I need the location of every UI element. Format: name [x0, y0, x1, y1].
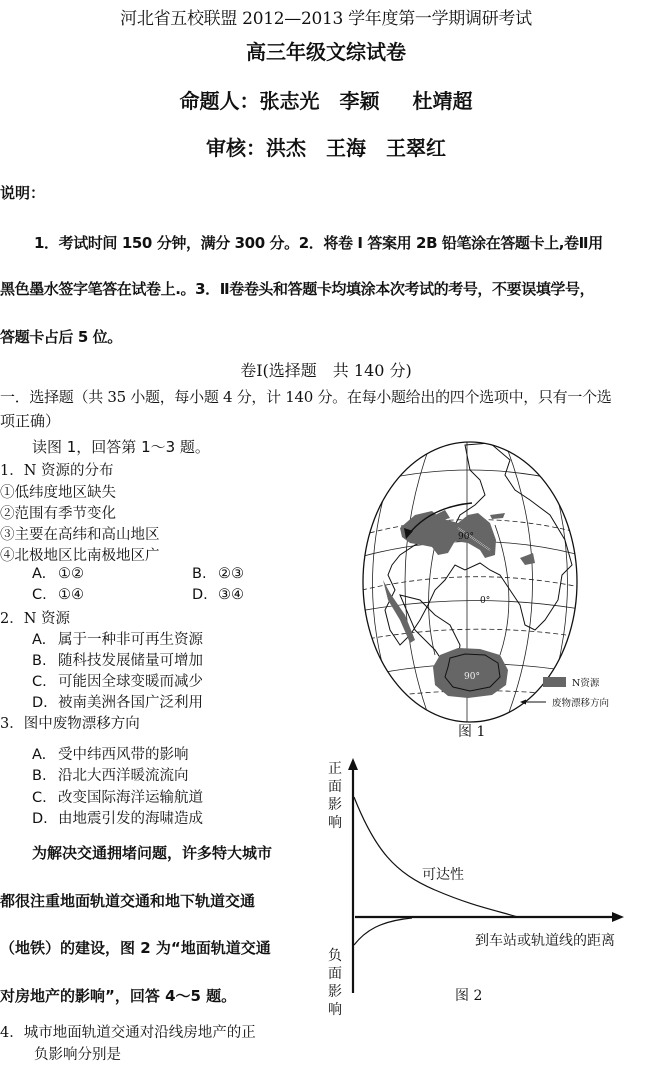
option-label: C. — [32, 587, 47, 603]
option-text: ②③ — [218, 566, 244, 582]
exam-title: 高三年级文综试卷 — [246, 40, 406, 64]
svg-text:面: 面 — [328, 779, 342, 795]
option-b — [32, 649, 203, 670]
svg-text:响: 响 — [328, 815, 342, 831]
school-exam-line: 河北省五校联盟 2012—2013 学年度第一学期调研考试 — [120, 9, 532, 29]
option-c — [32, 670, 203, 691]
read-figure-prompt: 读图 1，回答第 1～3 题。 — [32, 438, 210, 456]
option-d — [32, 807, 203, 828]
note-line: 黑色墨水签字笔答在试卷上.。3．Ⅱ卷卷头和答题卡均填涂本次考试的考号，不要误填学号， — [0, 280, 595, 298]
x-axis-label: 到车站或轨道线的距离 — [475, 933, 615, 949]
question-statement: ①低纬度地区缺失 — [0, 485, 116, 501]
option-label: B. — [192, 566, 207, 582]
question-stem: 2．N 资源 — [0, 611, 71, 627]
legend-n-resource: N资源 — [572, 678, 600, 689]
question-stem: 4．城市地面轨道交通对沿线房地产的正 — [0, 1025, 256, 1041]
authors-line: 命题人：张志光 李颖 杜靖超 — [179, 89, 473, 113]
curve-label: 可达性 — [422, 867, 464, 883]
option-text: 改变国际海洋运输航道 — [58, 790, 203, 806]
y-axis-top-label — [328, 761, 342, 831]
svg-text:负: 负 — [328, 948, 342, 964]
option-a — [32, 743, 189, 764]
svg-text:面: 面 — [328, 966, 342, 982]
y-axis-bottom-label — [328, 947, 342, 1018]
option-text: 由地震引发的海啸造成 — [58, 811, 203, 827]
svg-text:响: 响 — [328, 1002, 342, 1018]
option-a — [32, 628, 203, 649]
question-stem: 3．图中废物漂移方向 — [0, 716, 140, 732]
option-b — [32, 764, 189, 785]
option-text: ①② — [58, 566, 84, 582]
option-label: C. — [32, 790, 47, 806]
option-text: 受中纬西风带的影响 — [58, 747, 189, 763]
option-d — [192, 587, 244, 603]
option-text: 可能因全球变暖而减少 — [58, 674, 203, 690]
legend-drift-direction: 废物漂移方向 — [552, 698, 610, 709]
option-label: D. — [32, 811, 48, 827]
passage-line: 都很注重地面轨道交通和地下轨道交通 — [0, 892, 256, 910]
option-label: A. — [32, 632, 47, 648]
notes-label: 说明： — [0, 184, 46, 202]
option-label: A. — [32, 747, 47, 763]
option-label: B. — [32, 768, 47, 784]
option-label: A. — [32, 566, 47, 582]
question-stem: 1．N 资源的分布 — [0, 463, 114, 479]
passage-line: （地铁）的建设，图 2 为“地面轨道交通 — [0, 939, 271, 957]
figure-2-caption: 图 2 — [455, 988, 483, 1004]
accessibility-curve — [354, 797, 518, 917]
n-resource-swatch-icon — [543, 677, 566, 687]
accessibility-impact-graph — [320, 745, 650, 1064]
option-text: ①④ — [58, 587, 84, 603]
figure-1-globe-map — [340, 415, 640, 745]
svg-text:正: 正 — [328, 761, 342, 777]
option-b — [192, 566, 244, 582]
reviewers-line: 审核：洪杰 王海 王翠红 — [206, 136, 446, 160]
option-c — [32, 587, 84, 603]
figure-2-graph — [320, 745, 650, 1064]
option-text: 被南美洲各国广泛利用 — [58, 695, 203, 711]
option-text: 沿北大西洋暖流流向 — [58, 768, 189, 784]
option-c — [32, 786, 203, 807]
option-label: C. — [32, 674, 47, 690]
option-text: 随科技发展储量可增加 — [58, 653, 203, 669]
section-instructions: 一．选择题（共 35 小题，每小题 4 分，计 140 分。在每小题给出的四个选项中，只有一个选 — [0, 388, 612, 406]
option-a — [32, 566, 84, 582]
passage-line: 对房地产的影响”，回答 4～5 题。 — [0, 987, 237, 1005]
section-title: 卷Ⅰ(选择题 共 140 分) — [240, 361, 412, 380]
question-statement: ④北极地区比南极地区广 — [0, 548, 160, 564]
question-statement: ③主要在高纬和高山地区 — [0, 527, 160, 543]
question-stem-cont: 负影响分别是 — [34, 1047, 121, 1063]
option-text: 属于一种非可再生资源 — [58, 632, 203, 648]
question-statement: ②范围有季节变化 — [0, 506, 116, 522]
figure-1-caption: 图 1 — [458, 724, 486, 740]
option-text: ③④ — [218, 587, 244, 603]
note-line: 1．考试时间 150 分钟，满分 300 分。2．将卷 I 答案用 2B 铅笔涂在答题卡上,卷Ⅱ用 — [34, 234, 603, 252]
passage-line: 为解决交通拥堵问题，许多特大城市 — [32, 844, 273, 862]
globe-map — [340, 415, 640, 745]
svg-text:影: 影 — [328, 797, 342, 813]
option-label: D. — [32, 695, 48, 711]
note-line: 答题卡占后 5 位。 — [0, 328, 122, 346]
north-pole-label: 90° — [458, 532, 474, 542]
option-label: D. — [192, 587, 208, 603]
option-label: B. — [32, 653, 47, 669]
option-d — [32, 691, 203, 712]
section-instructions-cont: 项正确） — [0, 412, 61, 430]
south-pole-label: 90° — [464, 672, 480, 682]
negative-impact-curve — [354, 918, 412, 945]
svg-text:影: 影 — [328, 984, 342, 1000]
equator-label: 0° — [480, 596, 491, 606]
